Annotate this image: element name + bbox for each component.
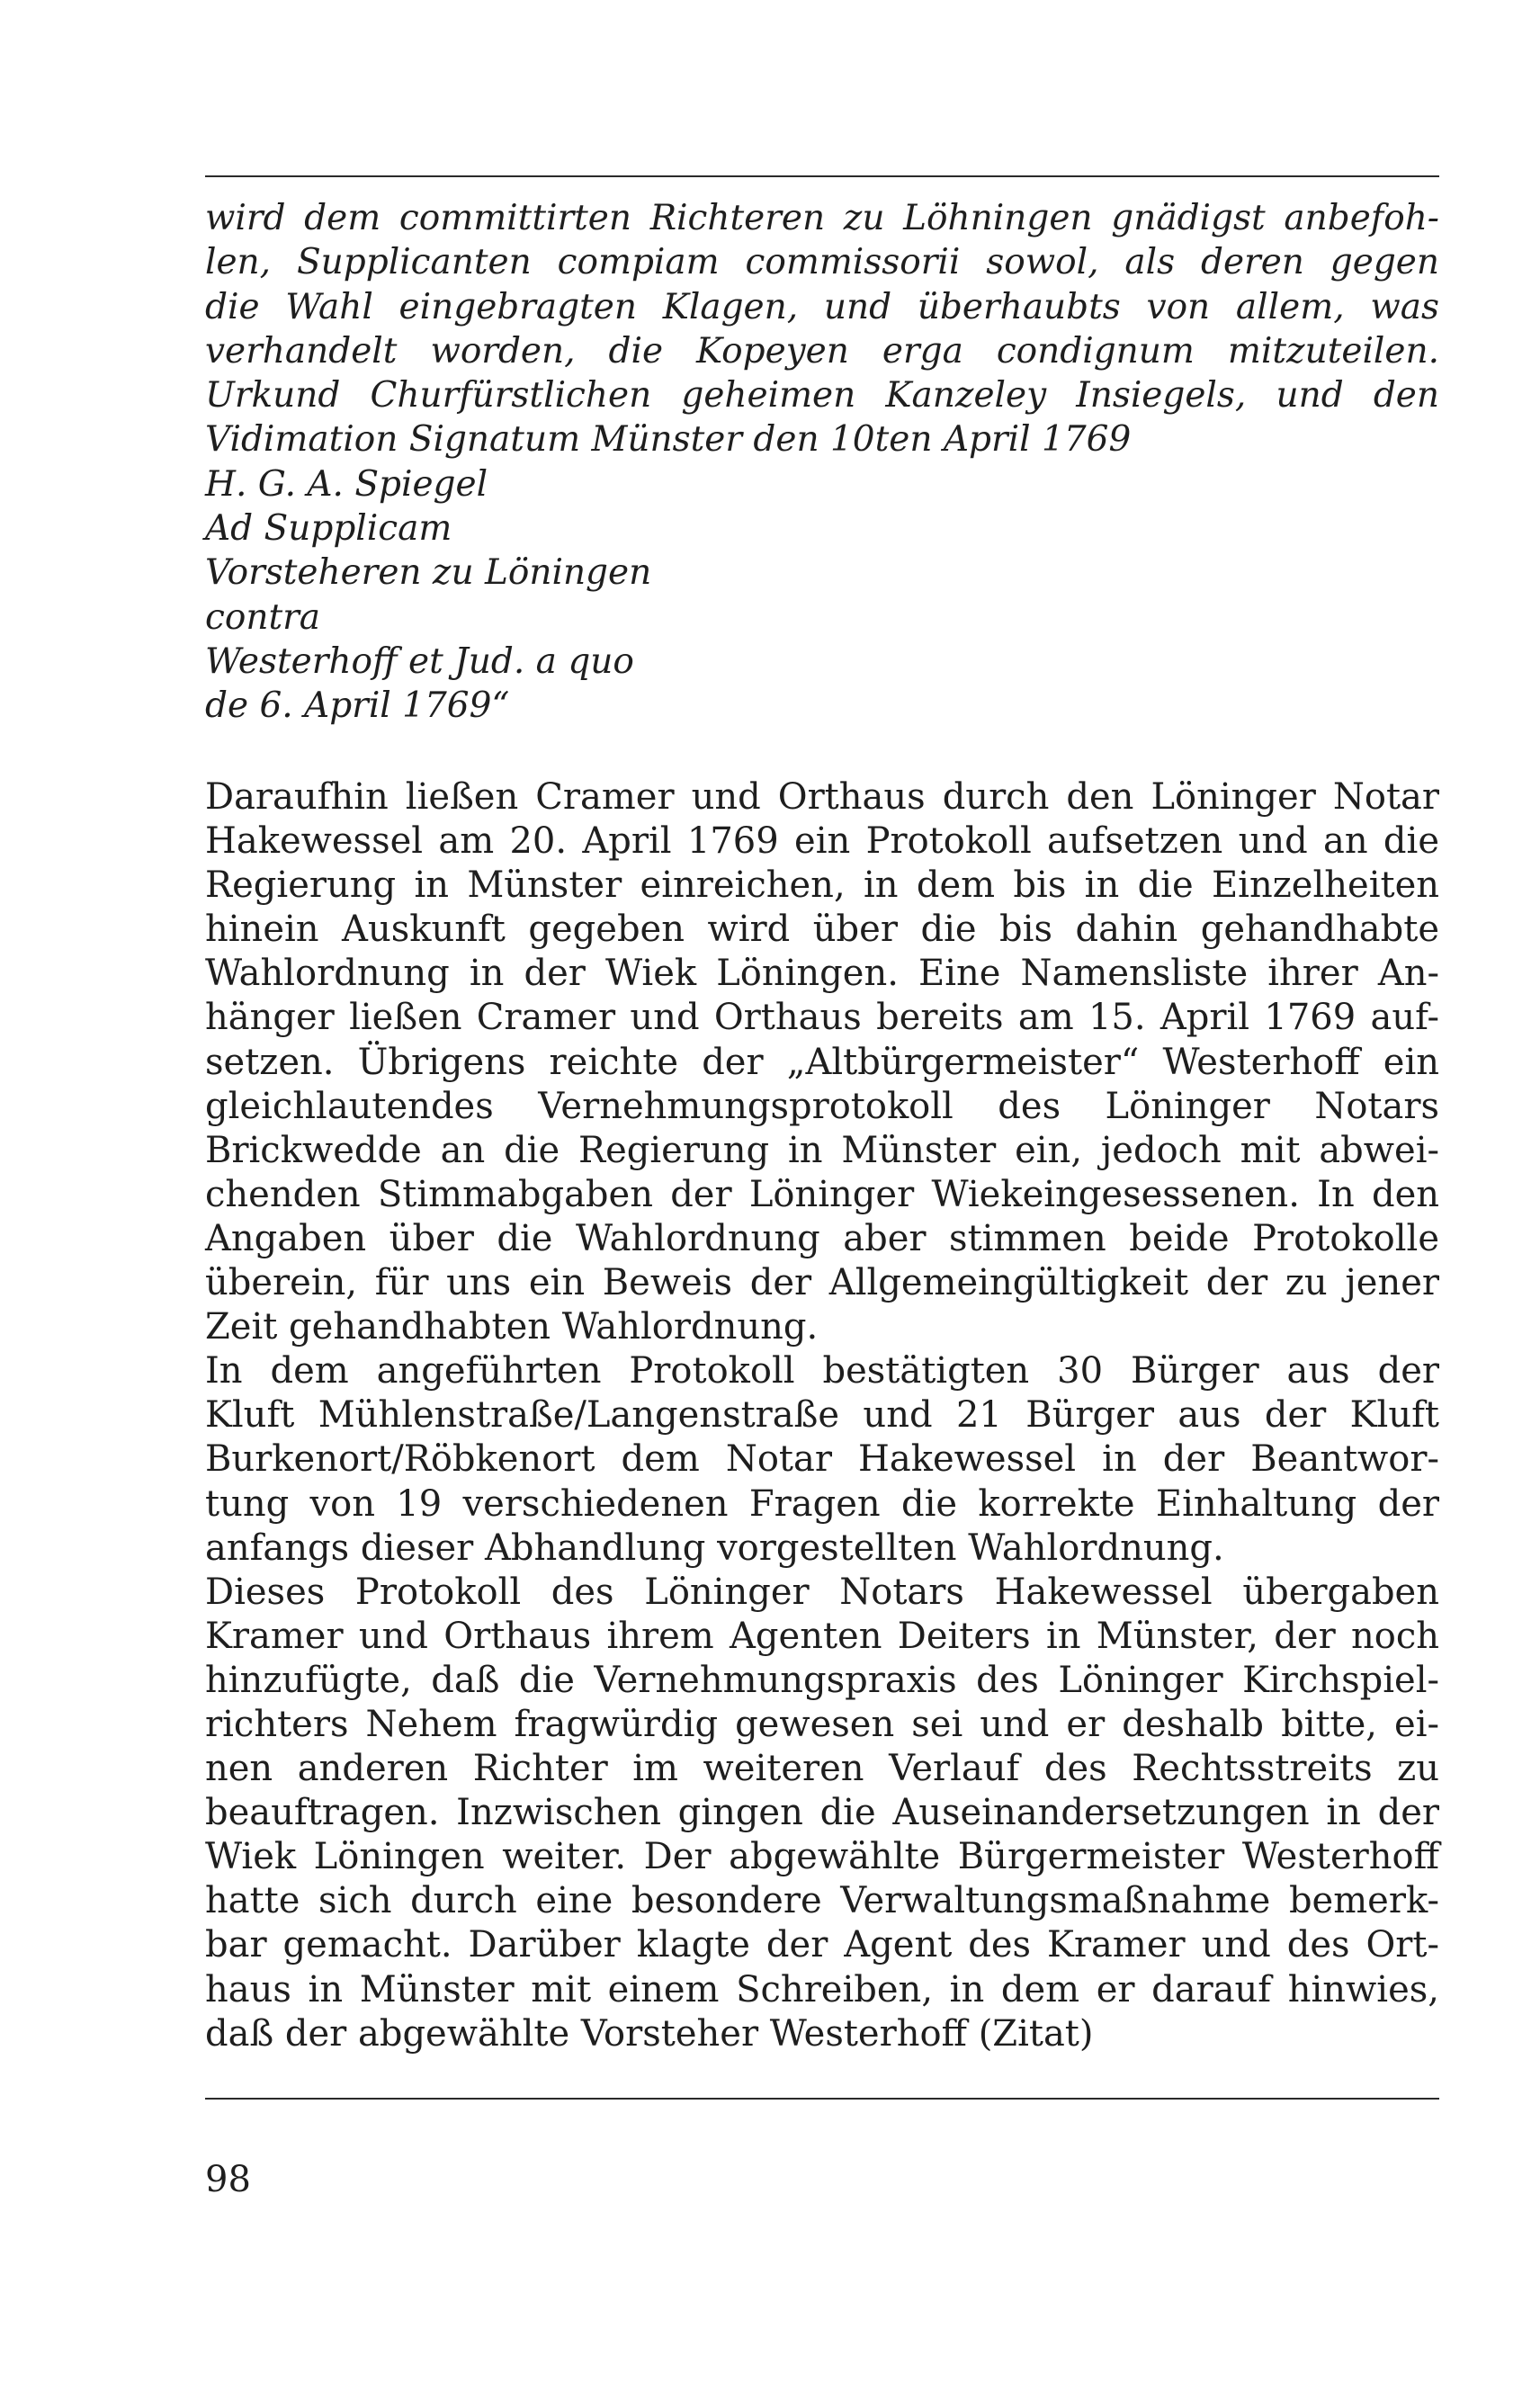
quote-line: wird dem committirten Richteren zu Löhningen gnädigst anbefoh-	[205, 198, 1439, 238]
body-text-line: gleichlautendes Vernehmungsprotokoll des Löninger Notars	[205, 1085, 1439, 1127]
quote-line: die Wahl eingebragten Klagen, und überhaubts von allem, was	[205, 286, 1439, 327]
quote-line: len, Supplicanten compiam commissorii sowol, als deren gegen	[205, 242, 1439, 283]
quote-line: Vidimation Signatum Münster den 10ten April 1769	[205, 419, 1132, 461]
quote-line: verhandelt worden, die Kopeyen erga condignum mitzuteilen.	[205, 330, 1439, 372]
body-text-line: hinzufügte, daß die Vernehmungspraxis des Löninger Kirchspiel-	[205, 1659, 1439, 1701]
body-text-line: hänger ließen Cramer und Orthaus bereits am 15. April 1769 auf-	[205, 997, 1439, 1039]
quote-line: H. G. A. Spiegel	[205, 463, 488, 505]
body-text-line: Kramer und Orthaus ihrem Agenten Deiters in Münster, der noch	[205, 1615, 1439, 1657]
quote-line: Vorsteheren zu Löningen	[205, 552, 652, 594]
body-text-line: richters Nehem fragwürdig gewesen sei und er deshalb bitte, ei-	[205, 1703, 1439, 1745]
quote-line: Ad Supplicam	[205, 508, 452, 550]
quote-line: contra	[205, 596, 321, 638]
body-text-line: Zeit gehandhabten Wahlordnung.	[205, 1306, 819, 1348]
quote-line: Urkund Churfürstlichen geheimen Kanzeley Insiegels, und den	[205, 375, 1439, 416]
body-text-line: Dieses Protokoll des Löninger Notars Hakewessel übergaben	[205, 1571, 1439, 1613]
body-text-line: setzen. Übrigens reichte der „Altbürgermeister“ Westerhoff ein	[205, 1041, 1439, 1083]
body-text-line: Burkenort/Röbkenort dem Notar Hakewessel in der Beantwor-	[205, 1438, 1439, 1481]
body-text-line: Wahlordnung in der Wiek Löningen. Eine Namensliste ihrer An-	[205, 953, 1439, 995]
body-text-block	[205, 775, 1439, 2056]
body-text-line: Kluft Mühlenstraße/Langenstraße und 21 Bürger aus der Kluft	[205, 1394, 1439, 1437]
page-number: 98	[205, 2159, 251, 2200]
quote-line: de 6. April 1769“	[205, 685, 510, 727]
top-rule	[205, 175, 1439, 177]
quotation-block	[205, 196, 1439, 729]
body-text-line: Regierung in Münster einreichen, in dem bis in die Einzelheiten	[205, 864, 1439, 907]
body-text-line: chenden Stimmabgaben der Löninger Wiekeingesessenen. In den	[205, 1173, 1439, 1215]
body-text-line: beauftragen. Inzwischen gingen die Auseinandersetzungen in der	[205, 1792, 1439, 1834]
body-text-line: Daraufhin ließen Cramer und Orthaus durch den Löninger Notar	[205, 776, 1439, 818]
body-text-line: Angaben über die Wahlordnung aber stimmen beide Protokolle	[205, 1217, 1439, 1259]
body-text-line: Brickwedde an die Regierung in Münster ein, jedoch mit abwei-	[205, 1129, 1439, 1171]
body-text-line: hatte sich durch eine besondere Verwaltungsmaßnahme bemerk-	[205, 1880, 1439, 1922]
body-text-line: Hakewessel am 20. April 1769 ein Protokoll aufsetzen und an die	[205, 820, 1439, 863]
body-text-line: haus in Münster mit einem Schreiben, in dem er darauf hinwies,	[205, 1968, 1439, 2010]
body-text-line: bar gemacht. Darüber klagte der Agent des Kramer und des Ort-	[205, 1924, 1439, 1966]
quote-line: Westerhoff et Jud. a quo	[205, 640, 634, 682]
body-text-line: nen anderen Richter im weiteren Verlauf des Rechtsstreits zu	[205, 1748, 1439, 1790]
bottom-rule	[205, 2098, 1439, 2100]
body-text-line: In dem angeführten Protokoll bestätigten 30 Bürger aus der	[205, 1350, 1439, 1392]
body-text-line: überein, für uns ein Beweis der Allgemeingültigkeit der zu jener	[205, 1262, 1439, 1304]
body-text-line: daß der abgewählte Vorsteher Westerhoff (Zitat)	[205, 2012, 1094, 2055]
body-text-line: Wiek Löningen weiter. Der abgewählte Bürgermeister Westerhoff	[205, 1836, 1439, 1878]
body-text-line: anfangs dieser Abhandlung vorgestellten Wahlordnung.	[205, 1527, 1224, 1569]
body-text-line: hinein Auskunft gegeben wird über die bis dahin gehandhabte	[205, 909, 1439, 951]
body-text-line: tung von 19 verschiedenen Fragen die korrekte Einhaltung der	[205, 1482, 1439, 1525]
